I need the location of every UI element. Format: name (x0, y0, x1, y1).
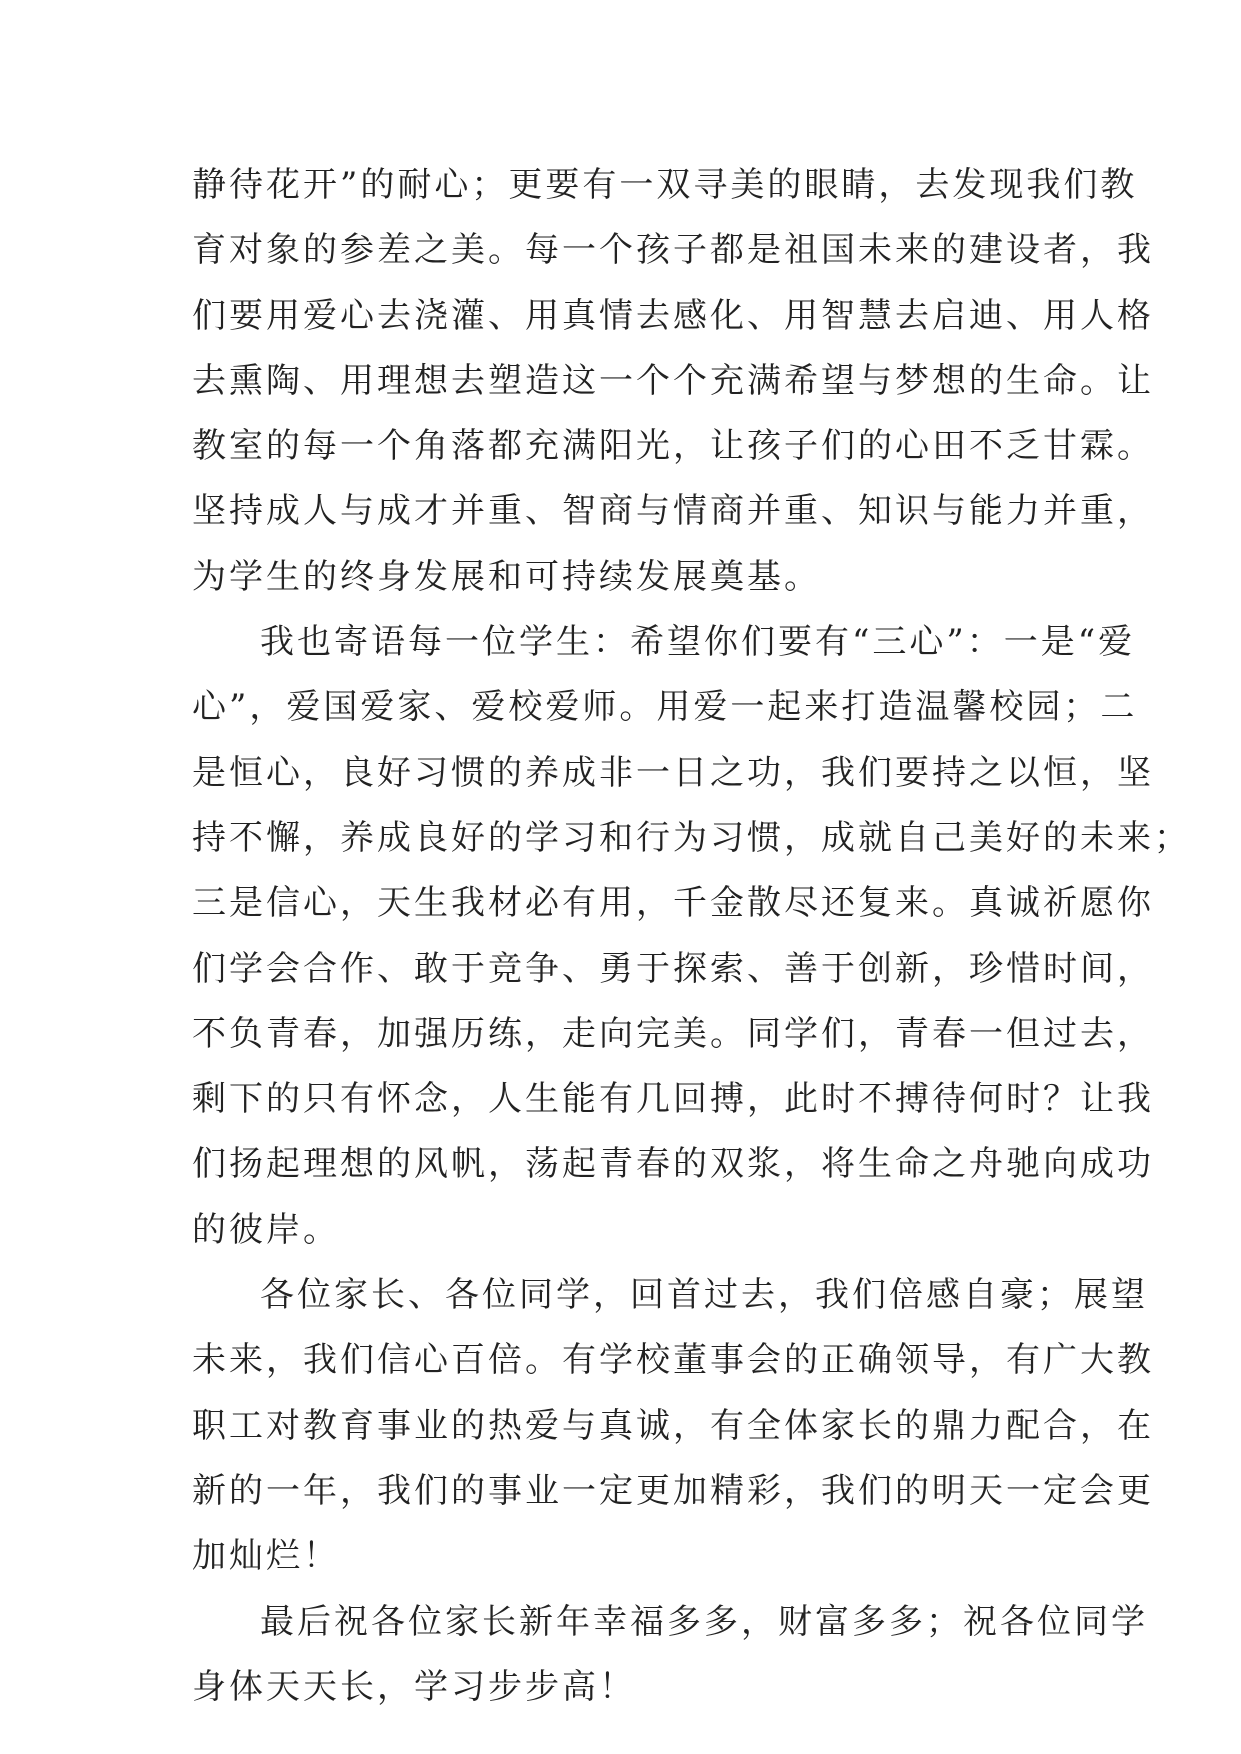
text-line: 新的一年，我们的事业一定更加精彩，我们的明天一定会更 (192, 1470, 1154, 1511)
text-line: 职工对教育事业的热爱与真诚，有全体家长的鼎力配合，在 (192, 1405, 1154, 1446)
text-line: 不负青春，加强历练，走向完美。同学们，青春一但过去， (192, 1013, 1154, 1054)
text-line: 各位家长、各位同学，回首过去，我们倍感自豪；展望 (260, 1275, 1148, 1316)
text-line: 教室的每一个角落都充满阳光，让孩子们的心田不乏甘霖。 (192, 426, 1154, 467)
document-body (192, 153, 1191, 1720)
paragraph (192, 610, 1191, 1263)
text-line: 静待花开”的耐心；更要有一双寻美的眼睛，去发现我们教 (192, 165, 1138, 205)
text-line: 是恒心，良好习惯的养成非一日之功，我们要持之以恒，坚 (192, 752, 1154, 793)
text-line: 们要用爱心去浇灌、用真情去感化、用智慧去启迪、用人格 (192, 295, 1154, 336)
text-line: 心”，爱国爱家、爱校爱师。用爱一起来打造温馨校园；二 (192, 687, 1138, 728)
text-line: 们扬起理想的风帆，荡起青春的双浆，将生命之舟驰向成功 (192, 1144, 1154, 1185)
text-line: 剩下的只有怀念，人生能有几回搏，此时不搏待何时？让我 (192, 1079, 1154, 1120)
text-line: 们学会合作、敢于竞争、勇于探索、善于创新，珍惜时间， (192, 948, 1154, 989)
text-line: 的彼岸。 (192, 1209, 340, 1250)
text-line: 为学生的终身发展和可持续发展奠基。 (192, 556, 821, 597)
paragraph (192, 1263, 1154, 1589)
text-line: 坚持成人与成才并重、智商与情商并重、知识与能力并重， (192, 491, 1154, 532)
text-line: 我也寄语每一位学生：希望你们要有“三心”：一是“爱 (260, 622, 1136, 663)
text-line: 未来，我们信心百倍。有学校董事会的正确领导，有广大教 (192, 1340, 1154, 1381)
text-line: 育对象的参差之美。每一个孩子都是祖国未来的建设者，我 (192, 230, 1154, 271)
text-line: 身体天天长，学习步步高！ (192, 1666, 636, 1707)
paragraph (192, 153, 1154, 610)
text-line: 三是信心，天生我材必有用，千金散尽还复来。真诚祈愿你 (192, 883, 1154, 924)
text-line: 去熏陶、用理想去塑造这一个个充满希望与梦想的生命。让 (192, 360, 1154, 401)
text-line: 最后祝各位家长新年幸福多多，财富多多；祝各位同学 (260, 1601, 1148, 1642)
text-line: 持不懈，养成良好的学习和行为习惯，成就自己美好的未来； (192, 817, 1191, 858)
paragraph (192, 1590, 1148, 1721)
text-line: 加灿烂！ (192, 1536, 340, 1577)
